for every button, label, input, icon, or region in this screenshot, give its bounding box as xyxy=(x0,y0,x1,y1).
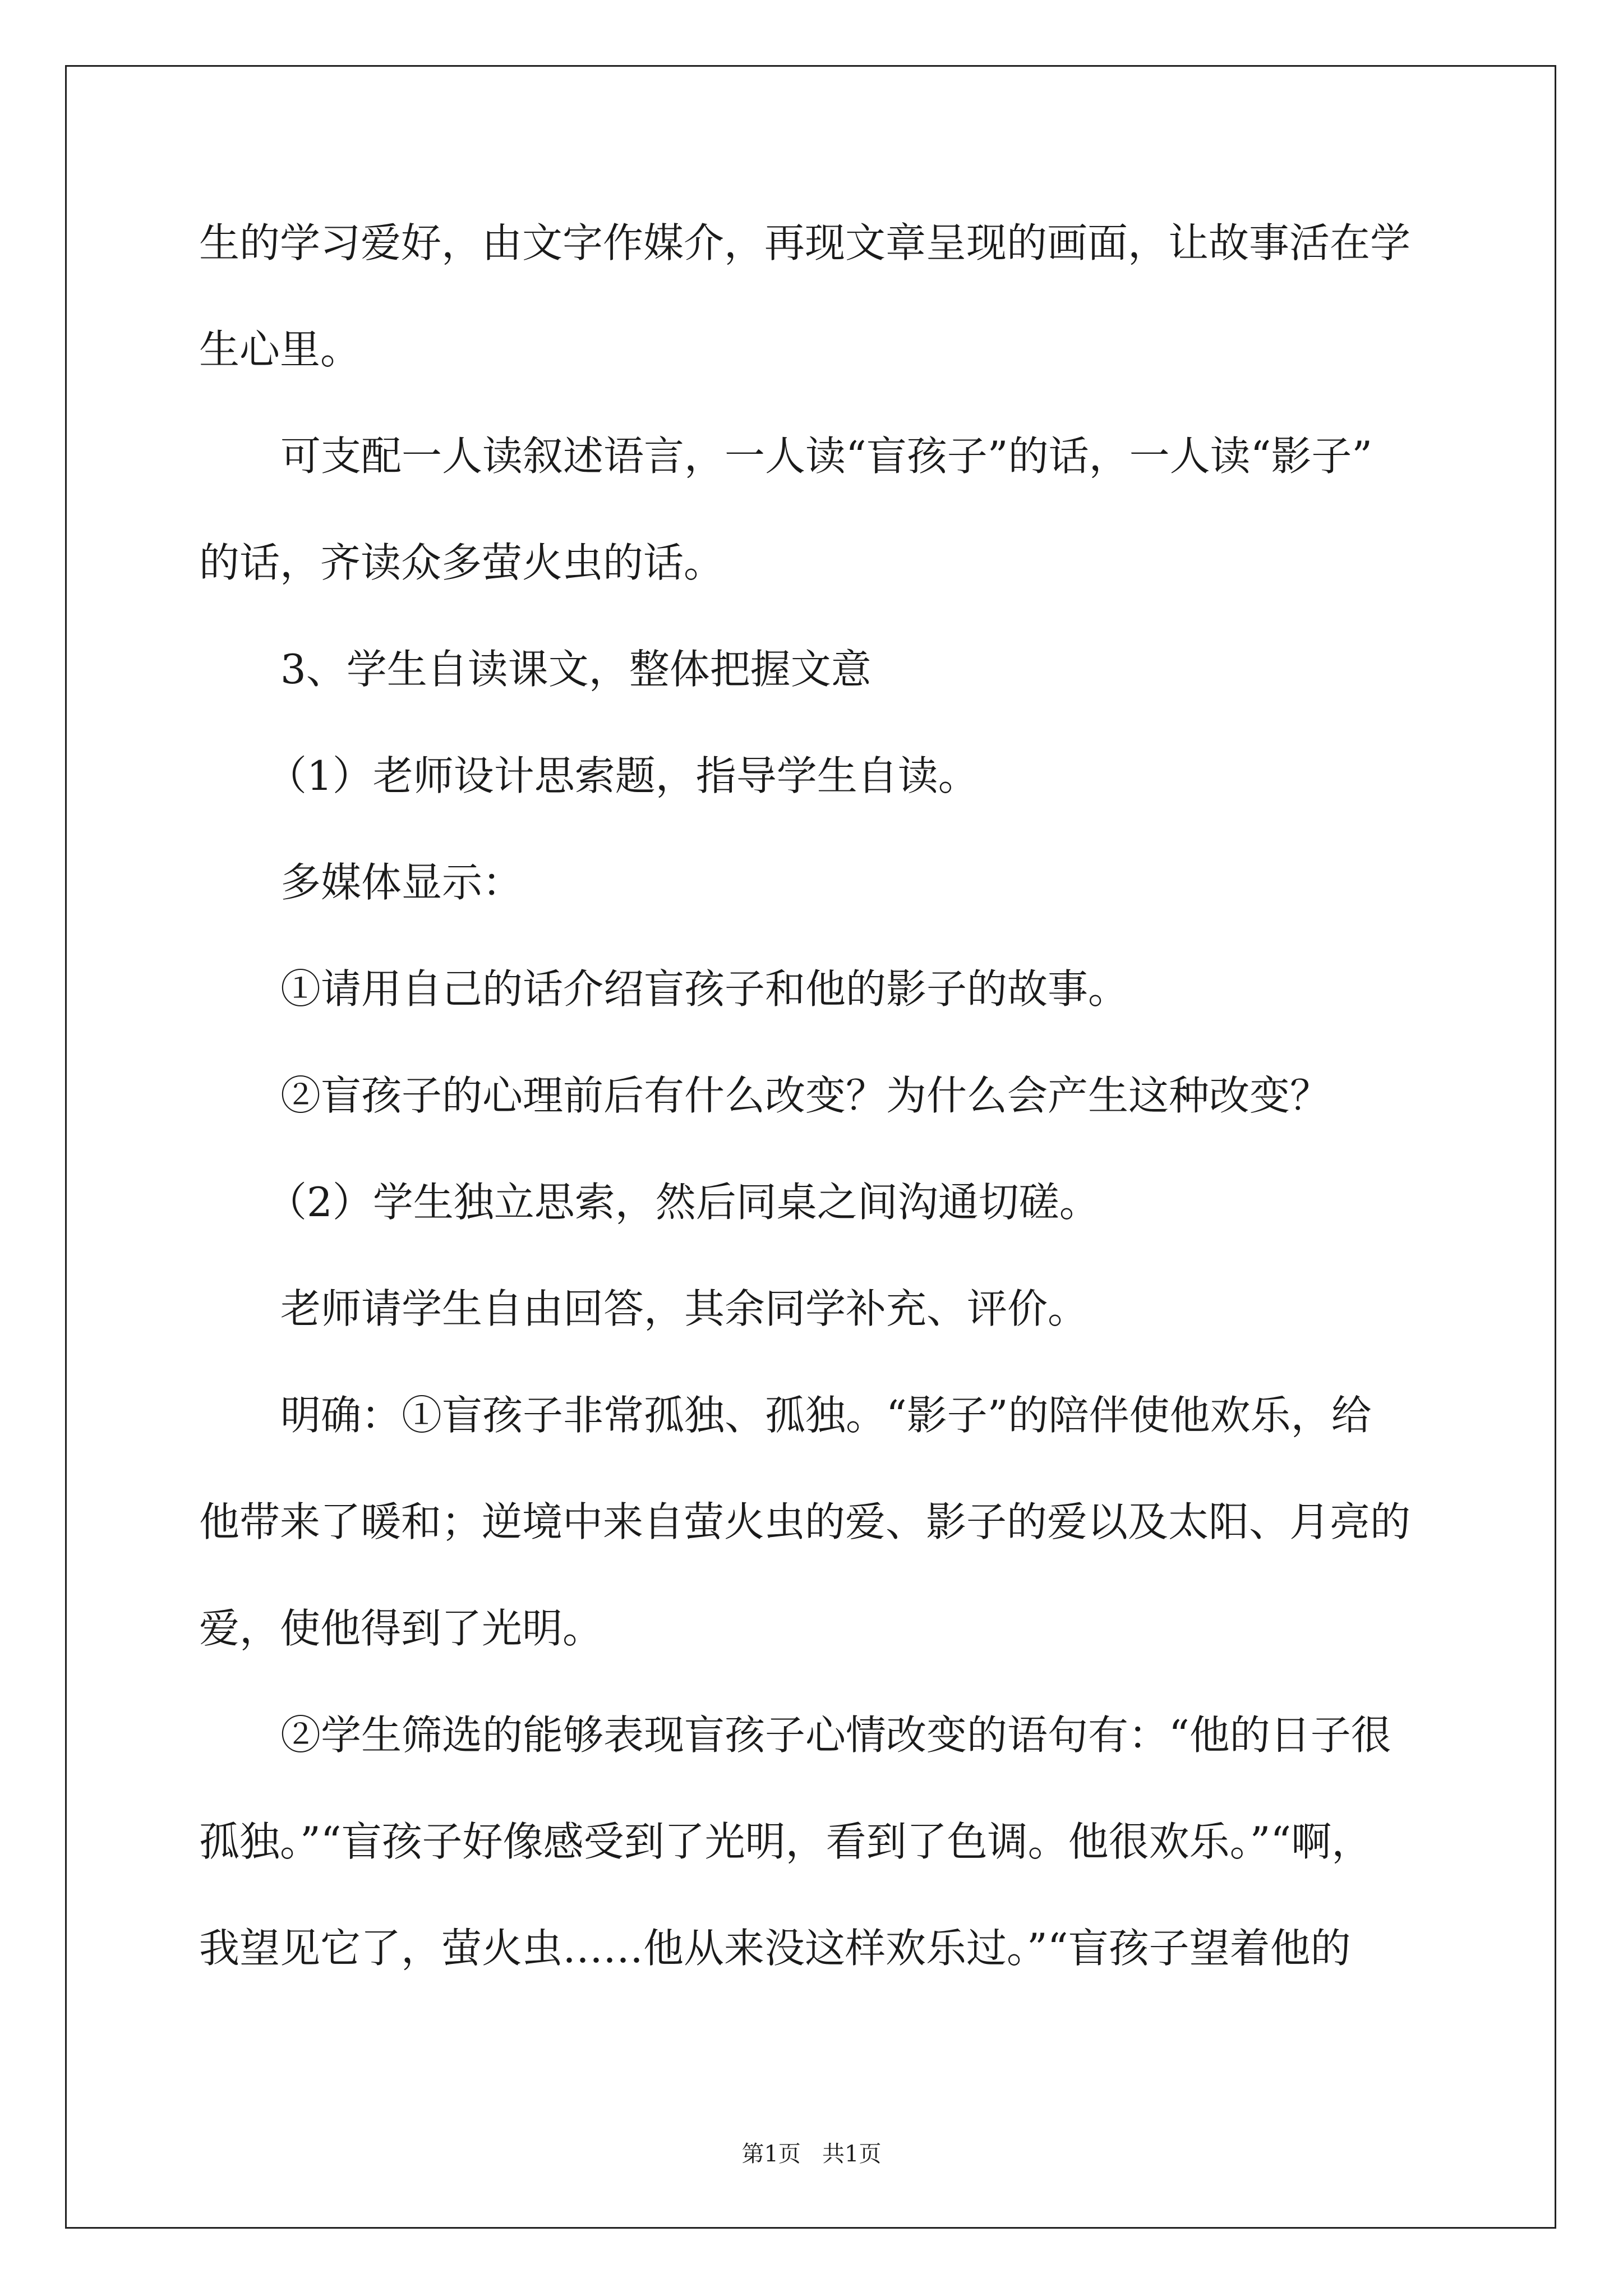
text-line: 生心里。 xyxy=(199,326,361,373)
text-line: 我望见它了，萤火虫……他从来没这样欢乐过。”“盲孩子望着他的 xyxy=(199,1925,1351,1972)
text-line: 爱，使他得到了光明。 xyxy=(199,1605,603,1652)
text-line: 的话，齐读众多萤火虫的话。 xyxy=(199,539,725,586)
text-line: 老师请学生自由回答，其余同学补充、评价。 xyxy=(280,1285,1089,1332)
text-line: 3、学生自读课文，整体把握文意 xyxy=(280,646,872,693)
text-line: 可支配一人读叙述语言，一人读“盲孩子”的话，一人读“影子” xyxy=(280,432,1373,480)
page-footer: 第1页 共1页 xyxy=(741,2141,882,2167)
text-line: 他带来了暖和；逆境中来自萤火虫的爱、影子的爱以及太阳、月亮的 xyxy=(199,1498,1411,1545)
text-line: 明确：①盲孩子非常孤独、孤独。“影子”的陪伴使他欢乐，给 xyxy=(280,1392,1372,1439)
text-line: （2）学生独立思索，然后同桌之间沟通切磋。 xyxy=(266,1179,1100,1226)
text-line: （1）老师设计思索题，指导学生自读。 xyxy=(266,752,979,799)
text-line: ②盲孩子的心理前后有什么改变？为什么会产生这种改变？ xyxy=(280,1072,1331,1119)
text-line: ①请用自己的话介绍盲孩子和他的影子的故事。 xyxy=(280,965,1129,1013)
text-line: 多媒体显示： xyxy=(280,859,523,906)
page-border xyxy=(65,65,1556,2229)
text-line: ②学生筛选的能够表现盲孩子心情改变的语句有：“他的日子很 xyxy=(280,1711,1391,1759)
text-line: 生的学习爱好，由文字作媒介，再现文章呈现的画面，让故事活在学 xyxy=(199,219,1411,266)
text-line: 孤独。”“盲孩子好像感受到了光明，看到了色调。他很欢乐。”“啊， xyxy=(199,1818,1372,1865)
